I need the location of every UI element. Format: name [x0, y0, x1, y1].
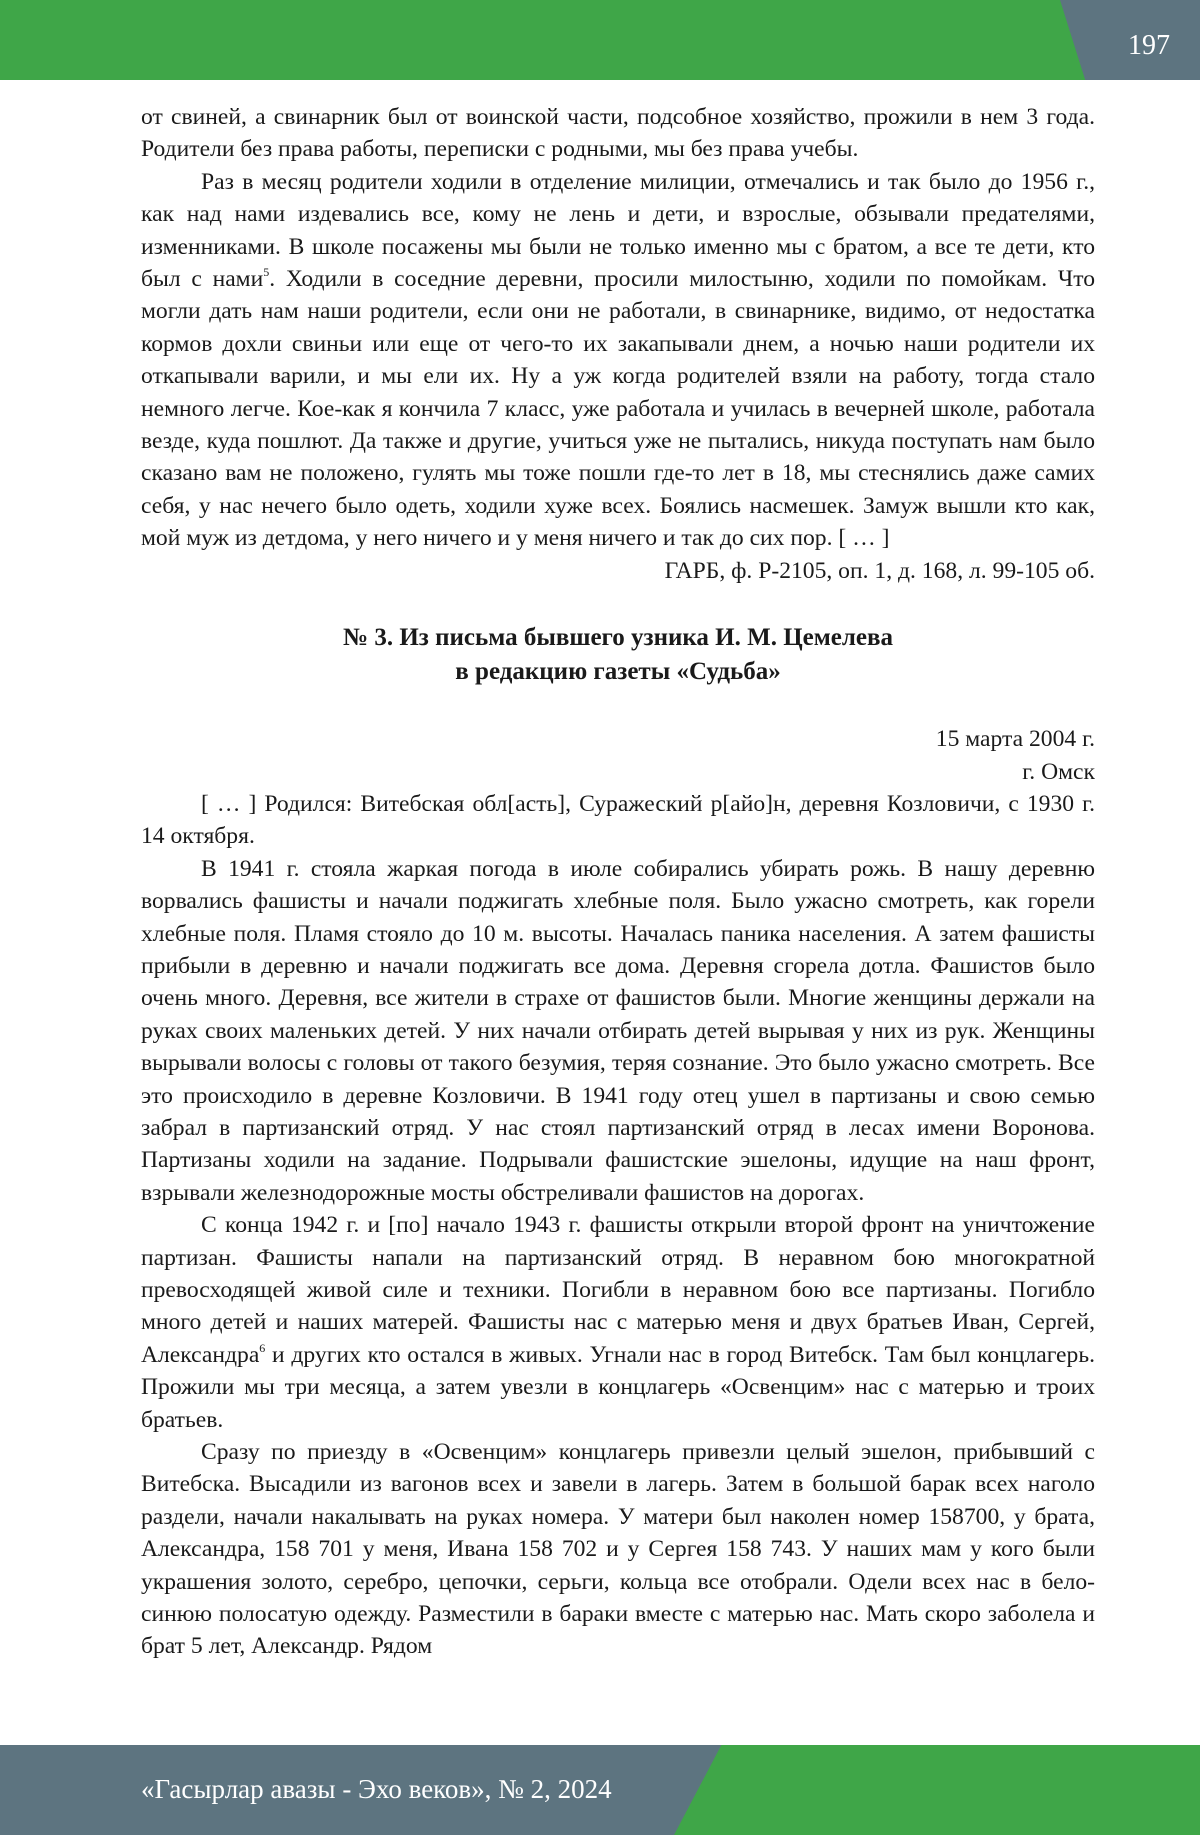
footnote-ref-6: 6: [259, 1340, 266, 1355]
page-number: 197: [1128, 30, 1170, 61]
paragraph-parents: Раз в месяц родители ходили в отделение милиции, отмечались и так было до 1956 г., как над нами издевались все, кому не лень и дети, и взрослые, обзывали предателями, изменниками. В школе посажены мы были не только именно мы с братом, а все те дети, кто был с нами$^5$. Ходили в соседние деревни, просили милостыню, ходили по помойкам. Что могли дать нам наши родители, если они не работали, в свинарнике, видимо, от недостатка кормов дохли свиньи или еще от чего-то их закапывали днем, а ночью наши родители их откапывали варили, и мы ели их. Ну а уж когда родителей взяли на работу, тогда стало немного легче. Кое-как я кончила 7 класс, уже работала и училась в вечерней школе, работала везде, куда пошлют. Да также и другие, учиться уже не пытались, никуда поступать нам было сказано вам не положено, гулять мы тоже пошли где-то лет в 18, мы стеснялись даже самих себя, у нас нечего было одеть, ходили хуже всех. Боялись насмешек. Замуж вышли кто как, мой муж из детдома, у него ничего и у меня ничего и так до сих пор. [ … ]: [141, 168, 1095, 552]
document-heading: [141, 621, 1095, 689]
paragraph-1941: В 1941 г. стояла жаркая погода в июле собирались убирать рожь. В нашу деревню ворвались фашисты и начали поджигать хлебные поля. Было ужасно смотреть, как горели хлебные поля. Пламя стояло до 10 м. высоты. Началась паника населения. А затем фашисты прибыли в деревню и начали поджигать все дома. Деревня сгорела дотла. Фашистов было очень много. Деревня, все жители в страхе от фашистов были. Многие женщины держали на руках своих маленьких детей. У них начали отбирать детей вырывая у них из рук. Женщины вырывали волосы с головы от такого безумия, теряя сознание. Это было ужасно смотреть. Все это происходило в деревне Козловичи. В 1941 году отец ушел в партизаны и свою семью забрал в партизанский отряд. У нас стоял партизанский отряд в лесах имени Воронова. Партизаны ходили на задание. Подрывали фашистские эшелоны, идущие на наш фронт, взрывали железнодорожные мосты обстреливали фашистов на дорогах.: [141, 855, 1095, 1206]
footnote-ref-5: 5: [263, 265, 270, 280]
letter-date: 15 марта 2004 г.: [935, 726, 1095, 753]
heading-line-2: в редакцию газеты «Судьба»: [455, 658, 781, 686]
paragraph-continued: от свиней, а свинарник был от воинской части, подсобное хозяйство, прожили в нем 3 года. Родители без права работы, переписки с родными, мы без права учебы.: [141, 104, 1095, 163]
archive-source: ГАРБ, ф. Р-2105, оп. 1, д. 168, л. 99-105 об.: [664, 557, 1095, 584]
paragraph-born: [ … ] Родился: Витебская обл[асть], Суражеский р[айо]н, деревня Козловичи, с 1930 г. 14 октября.: [141, 790, 1095, 850]
paragraph-auschwitz: Сразу по приезду в «Освенцим» концлагерь привезли целый эшелон, прибывший с Витебска. Высадили из вагонов всех и завели в лагерь. Затем в большой барак всех наголо раздели, начали накалывать на руках номера. У матери был наколен номер 158700, у брата, Александра, 158 701 у меня, Ивана 158 702 и у Сергея 158 743. У наших мам у кого были украшения золото, серебро, цепочки, серьги, кольца все отобрали. Одели всех нас в бело-синюю полосатую одежду. Разместили в бараки вместе с матерью нас. Мать скоро заболела и брат 5 лет, Александр. Рядом: [141, 1439, 1095, 1660]
letter-place: г. Омск: [1022, 758, 1095, 785]
paragraph-1942: С конца 1942 г. и [по] начало 1943 г. фашисты открыли второй фронт на уничтожение партизан. Фашисты напали на партизанский отряд. В неравном бою многократной превосходящей живой силе и техники. Погибли в неравном бою все партизаны. Погибло много детей и наших матерей. Фашисты нас с матерью меня и двух братьев Иван, Сергей, Александра$^6$ и других кто остался в живых. Угнали нас в город Витебск. Там был концлагерь. Прожили мы три месяца, а затем увезли в концлагерь «Освенцим» нас с матерью и троих братьев.: [141, 1212, 1095, 1433]
journal-title: «Гасырлар авазы - Эхо веков», № 2, 2024: [141, 1774, 612, 1804]
footer-green-accent: [674, 1745, 1200, 1835]
heading-line-1: № 3. Из письма бывшего узника И. М. Цемелева: [342, 624, 893, 652]
header-band: [0, 0, 1200, 80]
page-content: [141, 101, 1095, 1663]
